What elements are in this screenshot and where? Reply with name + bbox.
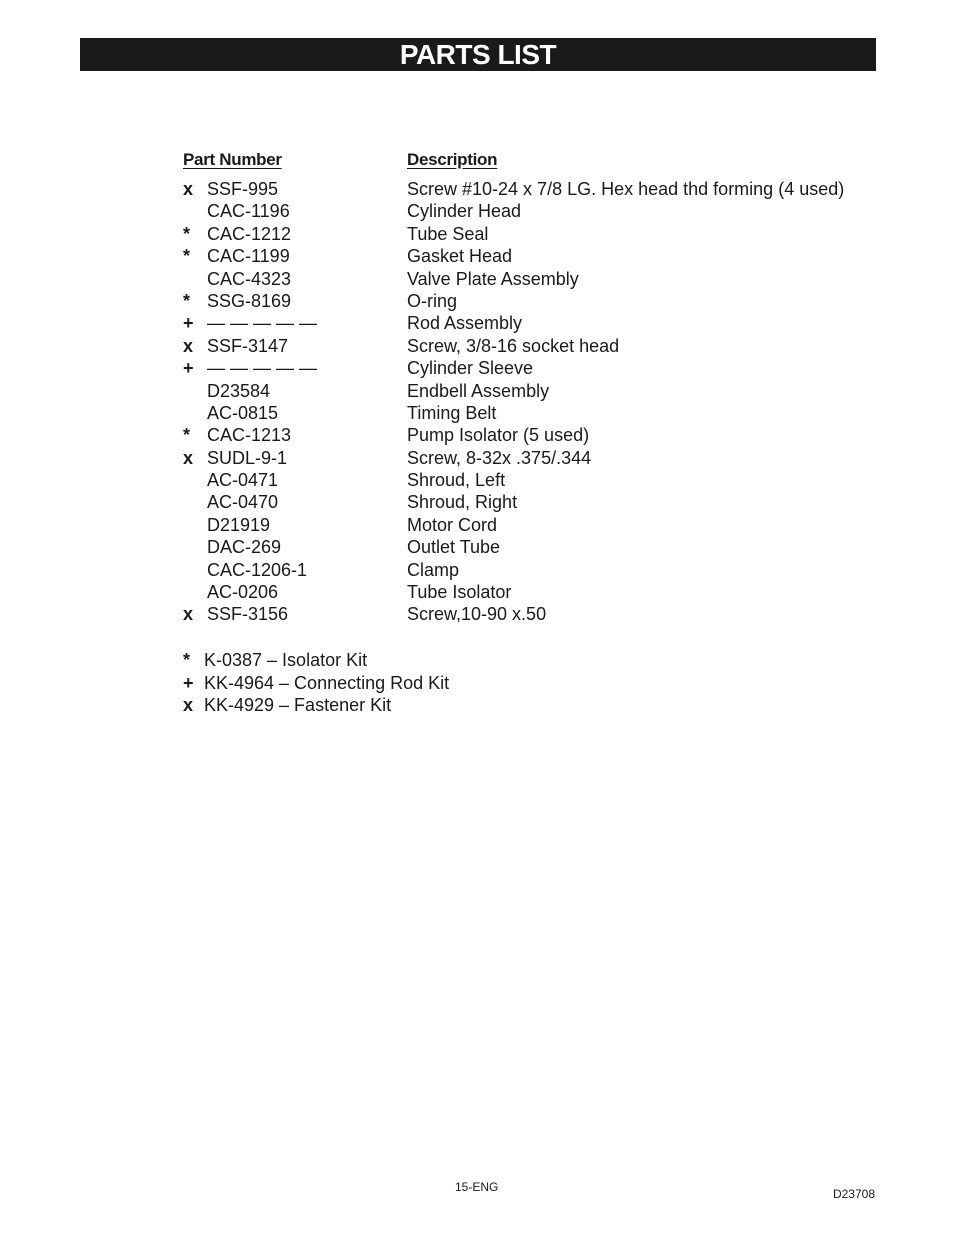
table-row: [183, 245, 883, 267]
part-number-cell: SUDL-9-1: [207, 447, 288, 468]
part-number-cell: CAC-1212: [207, 223, 292, 244]
part-number-cell: — — — — —: [207, 313, 318, 334]
part-number-cell: SSF-3147: [207, 335, 289, 356]
description-cell: Motor Cord: [407, 514, 498, 535]
row-mark: x: [183, 447, 194, 468]
table-row: [183, 268, 883, 290]
part-number-cell: AC-0471: [207, 470, 279, 491]
part-number-cell: SSF-995: [207, 179, 279, 199]
table-row: [183, 447, 883, 469]
description-cell: Pump Isolator (5 used): [407, 425, 590, 446]
kit-mark: *: [183, 650, 191, 670]
kit-label: KK-4964 – Connecting Rod Kit: [204, 672, 450, 693]
title-bar: [80, 38, 876, 71]
description-cell: Valve Plate Assembly: [407, 268, 579, 289]
part-number-cell: D21919: [207, 514, 271, 535]
part-number-cell: CAC-1213: [207, 425, 292, 446]
description-cell: Screw, 3/8-16 socket head: [407, 335, 620, 356]
table-row: [183, 603, 883, 625]
row-mark: x: [183, 604, 194, 625]
row-mark: x: [183, 179, 194, 199]
row-mark: x: [183, 335, 194, 356]
description-cell: Timing Belt: [407, 402, 497, 423]
description-cell: Screw #10-24 x 7/8 LG. Hex head thd forming (4 used): [407, 179, 845, 199]
row-mark: *: [183, 290, 191, 311]
part-number-cell: — — — — —: [207, 358, 318, 379]
row-mark: *: [183, 425, 191, 446]
description-cell: Outlet Tube: [407, 537, 501, 558]
table-row: [183, 514, 883, 536]
table-row: [183, 491, 883, 513]
description-cell: Clamp: [407, 559, 460, 580]
description-header: Description: [407, 150, 498, 169]
table-row: [183, 536, 883, 558]
kit-mark: x: [183, 695, 194, 716]
part-number-cell: CAC-4323: [207, 268, 292, 289]
row-mark: +: [183, 358, 194, 379]
part-number-cell: DAC-269: [207, 537, 282, 558]
table-row: [183, 178, 883, 200]
description-cell: Tube Seal: [407, 223, 489, 244]
table-row: [183, 469, 883, 491]
table-row: [183, 357, 883, 379]
part-number-cell: CAC-1199: [207, 246, 290, 267]
description-cell: Tube Isolator: [407, 582, 512, 603]
table-row: [183, 223, 883, 245]
part-number-cell: SSF-3156: [207, 604, 289, 625]
description-cell: Shroud, Left: [407, 470, 506, 491]
table-row: [183, 335, 883, 357]
description-cell: Cylinder Sleeve: [407, 358, 534, 379]
part-number-cell: AC-0206: [207, 582, 279, 603]
description-cell: O-ring: [407, 290, 458, 311]
kit-mark: +: [183, 672, 194, 693]
part-number-header: Part Number: [183, 150, 282, 169]
table-row: [183, 200, 883, 222]
description-cell: Screw, 8-32x .375/.344: [407, 447, 592, 468]
part-number-cell: CAC-1206-1: [207, 559, 308, 580]
description-cell: Gasket Head: [407, 246, 513, 267]
part-number-cell: AC-0815: [207, 402, 279, 423]
document-id: D23708: [832, 1187, 875, 1201]
description-cell: Screw,10-90 x.50: [407, 604, 547, 625]
table-row: [183, 402, 883, 424]
table-row: [183, 424, 883, 446]
part-number-cell: D23584: [207, 380, 271, 401]
description-cell: Endbell Assembly: [407, 380, 550, 401]
row-mark: *: [183, 246, 191, 267]
description-cell: Shroud, Right: [407, 492, 518, 513]
table-row: [183, 380, 883, 402]
kit-label: K-0387 – Isolator Kit: [204, 650, 368, 670]
row-mark: *: [183, 223, 191, 244]
description-cell: Cylinder Head: [407, 201, 522, 222]
table-row: [183, 290, 883, 312]
parts-table: [183, 178, 883, 626]
part-number-cell: CAC-1196: [207, 201, 290, 222]
part-number-cell: SSG-8169: [207, 290, 292, 311]
table-row: [183, 581, 883, 603]
row-mark: +: [183, 313, 194, 334]
table-row: [183, 559, 883, 581]
page-number: 15-ENG: [455, 1180, 499, 1194]
part-number-cell: AC-0470: [207, 492, 279, 513]
kit-label: KK-4929 – Fastener Kit: [204, 695, 392, 716]
page-title: PARTS LIST: [399, 38, 557, 70]
table-row: [183, 312, 883, 334]
description-cell: Rod Assembly: [407, 313, 523, 334]
